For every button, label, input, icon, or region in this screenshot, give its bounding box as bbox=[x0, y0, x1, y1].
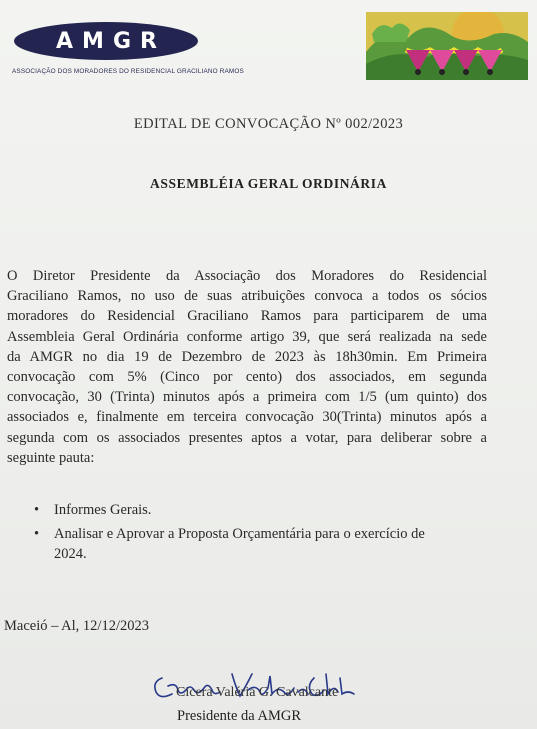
bullet-icon: • bbox=[34, 526, 40, 543]
body-line: O Diretor Presidente da Associação dos Moradores do Residencial bbox=[7, 268, 487, 284]
signer-name: Cicera Valéria G. Cavalcante bbox=[176, 685, 339, 700]
agenda-item bbox=[32, 500, 492, 520]
agenda-item-text: 2024. bbox=[54, 546, 87, 563]
bullet-icon: • bbox=[34, 502, 40, 518]
place-date: Maceió – Al, 12/12/2023 bbox=[4, 618, 149, 634]
body-line: da AMGR no dia 19 de Dezembro de 2023 às 18h30min. Em Primeira bbox=[7, 348, 487, 365]
residencial-badge-icon bbox=[366, 12, 528, 80]
edital-title: EDITAL DE CONVOCAÇÃO Nº 002/2023 bbox=[133, 116, 404, 132]
logo-subtitle: ASSOCIAÇÃO DOS MORADORES DO RESIDENCIAL GRACILIANO RAMOS bbox=[12, 68, 244, 75]
body-line: seguinte pauta: bbox=[7, 449, 95, 466]
agenda-item-text: Analisar e Aprovar a Proposta Orçamentária para o exercício de bbox=[54, 526, 425, 543]
signer-role: Presidente da AMGR bbox=[177, 708, 302, 724]
body-line: convocação, 30 (Trinta) minutos após a primeira com 1/5 (um quinto) dos bbox=[7, 389, 487, 406]
logo-oval bbox=[14, 22, 198, 60]
amgr-logo bbox=[12, 22, 342, 82]
body-line: segunda com os associados presentes aptos a votar, para deliberar sobre a bbox=[7, 429, 487, 446]
body-line: convocação com 5% (Cinco por cento) dos associados, em segunda bbox=[7, 369, 487, 386]
agenda-item bbox=[32, 524, 492, 564]
agenda-item-text: Informes Gerais. bbox=[54, 502, 152, 518]
body-line: Assembleia Geral Ordinária conforme artigo 39, que será realizada na sede bbox=[7, 328, 487, 345]
body-line: moradores do Residencial Graciliano Ramos para participarem de uma bbox=[7, 308, 487, 325]
logo-text: AMGR bbox=[56, 28, 166, 54]
agenda-list bbox=[32, 500, 492, 569]
body-line: Graciliano Ramos, no uso de suas atribuições convoca a todos os sócios bbox=[7, 288, 487, 305]
assembly-subtitle: ASSEMBLÉIA GERAL ORDINÁRIA bbox=[150, 176, 387, 191]
body-line: associados e, finalmente em terceira convocação 30(Trinta) minutos após a bbox=[7, 409, 487, 426]
body-paragraph bbox=[7, 266, 487, 468]
